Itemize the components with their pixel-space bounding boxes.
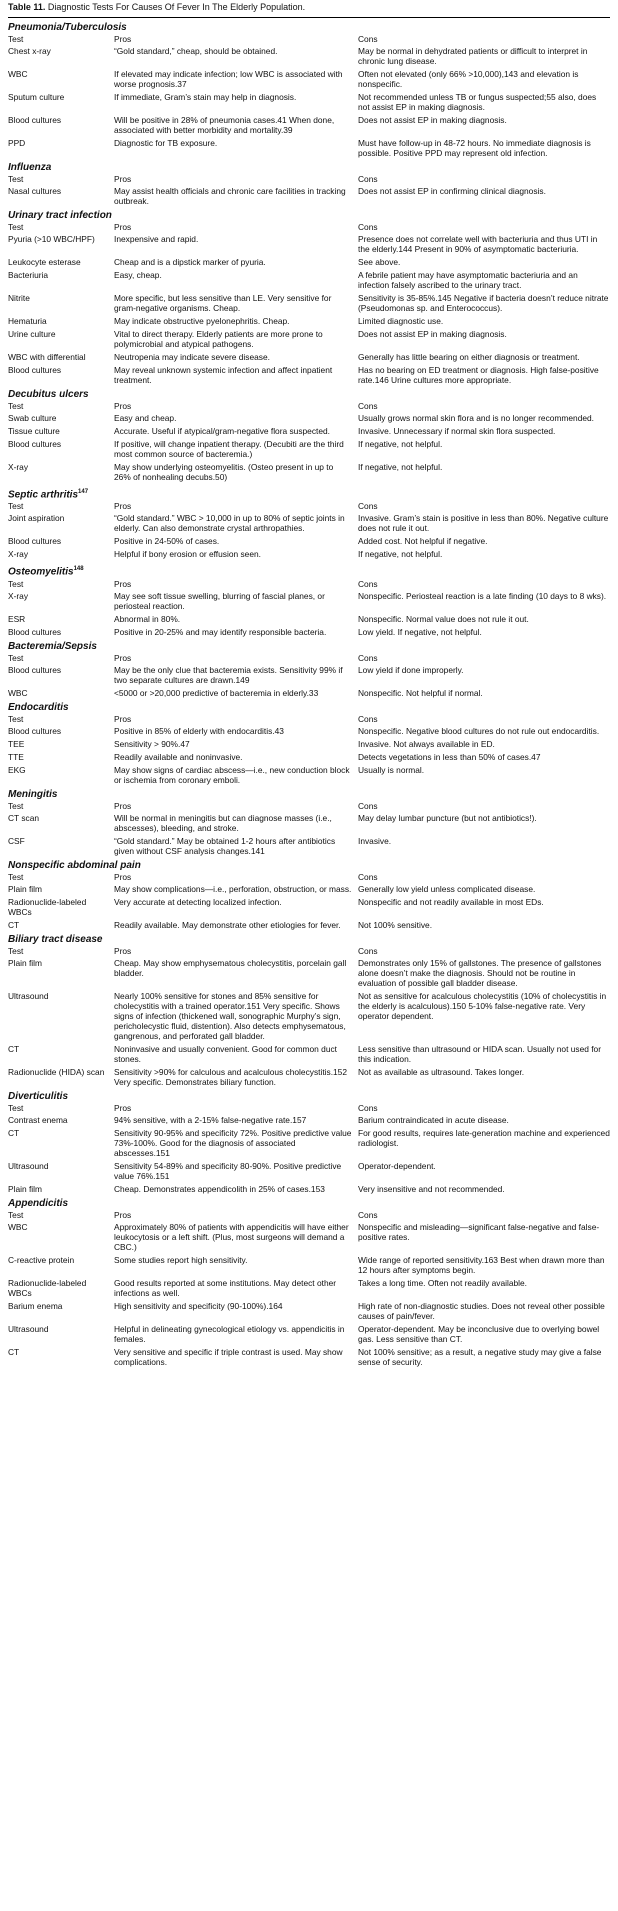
pros-cell: Very accurate at detecting localized infection.: [114, 896, 282, 907]
test-cell: Urine culture: [8, 329, 56, 339]
column-header-cons: Cons: [358, 652, 378, 663]
test-cell: PPD: [8, 138, 26, 148]
test-cell: Chest x-ray: [8, 46, 51, 56]
test-cell: Swab culture: [8, 413, 57, 423]
test-cell: Blood cultures: [8, 725, 62, 736]
column-header-pros: Pros: [114, 945, 132, 956]
column-header-test: Test: [8, 578, 24, 589]
column-header-row: [8, 1210, 610, 1220]
column-header-row: [8, 714, 610, 724]
test-cell: Ultrasound: [8, 1160, 49, 1171]
table-row: [8, 352, 610, 362]
test-cell: Nasal cultures: [8, 186, 62, 196]
column-header-test: Test: [8, 871, 24, 882]
table-row: [8, 1222, 610, 1252]
column-header-pros: Pros: [114, 1102, 132, 1113]
table-row: [8, 69, 610, 89]
column-header-test: Test: [8, 1209, 24, 1220]
table-row: [8, 1301, 610, 1321]
cons-cell: Generally has little bearing on either diagnosis or treatment.: [358, 352, 580, 362]
pros-cell: Positive in 85% of elderly with endocarditis.43: [114, 725, 284, 736]
table-row: [8, 1184, 610, 1194]
table-row: [8, 813, 610, 833]
test-cell: CT: [8, 1127, 20, 1138]
cons-cell: Presence does not correlate well with bacteriuria and thus UTI in the elderly.144 Present in 90% of asymptomatic bacteriuria.: [358, 234, 598, 254]
pros-cell: Helpful if bony erosion or effusion seen.: [114, 549, 261, 560]
table-row: [8, 614, 610, 624]
section-title-text: Meningitis: [8, 788, 58, 800]
cons-cell: Added cost. Not helpful if negative.: [358, 536, 488, 547]
cons-cell: Does not assist EP in making diagnosis.: [358, 115, 507, 125]
column-header-pros: Pros: [114, 1209, 132, 1220]
table-row: [8, 138, 610, 158]
table-row: [8, 1067, 610, 1087]
pros-cell: Cheap. Demonstrates appendicolith in 25% of cases.153: [114, 1183, 325, 1194]
section-title-text: Bacteremia/Sepsis: [8, 640, 97, 652]
table-row: [8, 688, 610, 698]
pros-cell: “Gold standard.” WBC > 10,000 in up to 80% of septic joints in elderly. Can also demonstrate crystal arthropathies.: [114, 513, 345, 534]
section: [8, 22, 610, 158]
column-header-test: Test: [8, 1102, 24, 1113]
pros-cell: More specific, but less sensitive than LE. Very sensitive for gram-negative organisms. Cheap.: [114, 293, 332, 313]
pros-cell: Positive in 20-25% and may identify responsible bacteria.: [114, 626, 327, 637]
column-header-row: [8, 579, 610, 589]
column-header-cons: Cons: [358, 401, 378, 411]
test-cell: Joint aspiration: [8, 513, 65, 524]
table-row: [8, 426, 610, 436]
test-cell: Plain film: [8, 957, 42, 968]
cons-cell: Nonspecific. Periosteal reaction is a late finding (10 days to 8 wks).: [358, 590, 607, 601]
column-header-row: [8, 34, 610, 44]
section: [8, 789, 610, 856]
section-title: [8, 641, 610, 653]
section-title-text: Decubitus ulcers: [8, 389, 89, 400]
pros-cell: Positive in 24-50% of cases.: [114, 536, 220, 547]
section-title-text: Urinary tract infection: [8, 210, 112, 221]
table-row: [8, 186, 610, 206]
pros-cell: May show complications—i.e., perforation, obstruction, or mass.: [114, 883, 352, 894]
column-header-cons: Cons: [358, 945, 378, 956]
table-row: [8, 1044, 610, 1064]
pros-cell: “Gold standard,” cheap, should be obtained.: [114, 46, 278, 56]
column-header-row: [8, 801, 610, 811]
cons-cell: Nonspecific and not readily available in most EDs.: [358, 896, 544, 907]
test-cell: Blood cultures: [8, 365, 62, 375]
pros-cell: Helpful in delineating gynecological etiology vs. appendicitis in females.: [114, 1323, 345, 1344]
cons-cell: Does not assist EP in confirming clinical diagnosis.: [358, 186, 546, 196]
table-caption: [8, 2, 610, 13]
table-row: [8, 439, 610, 459]
cons-cell: If negative, not helpful.: [358, 549, 443, 560]
section: [8, 1198, 610, 1367]
column-header-test: Test: [8, 652, 24, 663]
column-header-cons: Cons: [358, 174, 378, 184]
column-header-row: [8, 872, 610, 882]
cons-cell: Barium contraindicated in acute disease.: [358, 1114, 509, 1125]
pros-cell: If elevated may indicate infection; low WBC is associated with worse prognosis.37: [114, 69, 343, 89]
section-title-text: Appendicitis: [8, 1197, 69, 1209]
cons-cell: Invasive. Not always available in ED.: [358, 738, 495, 749]
section: [8, 162, 610, 206]
pros-cell: Easy and cheap.: [114, 413, 177, 423]
pros-cell: Approximately 80% of patients with appendicitis will have either leukocytosis or a left shift. (Plus, most surgeons will demand a CBC.): [114, 1221, 349, 1252]
cons-cell: Usually is normal.: [358, 764, 425, 775]
cons-cell: Operator-dependent.: [358, 1160, 436, 1171]
test-cell: X-ray: [8, 549, 29, 560]
test-cell: EKG: [8, 764, 26, 775]
table-row: [8, 234, 610, 254]
test-cell: Hematuria: [8, 316, 47, 326]
column-header-pros: Pros: [114, 652, 132, 663]
section-title: [8, 934, 610, 946]
pros-cell: Cheap. May show emphysematous cholecystitis, porcelain gall bladder.: [114, 957, 347, 978]
table-row: [8, 92, 610, 112]
column-header-pros: Pros: [114, 174, 132, 184]
pros-cell: Readily available and noninvasive.: [114, 751, 243, 762]
section-title-text: Biliary tract disease: [8, 933, 103, 945]
table-row: [8, 316, 610, 326]
cons-cell: Often not elevated (only 66% >10,000),143 and elevation is nonspecific.: [358, 69, 579, 89]
cons-cell: Demonstrates only 15% of gallstones. The presence of gallstones alone doesn’t make the diagnosis. Should not be routine in evaluation of possible gall bladder disease.: [358, 957, 602, 988]
cons-cell: If negative, not helpful.: [358, 462, 443, 472]
section-title-text: Diverticulitis: [8, 1090, 69, 1102]
column-header-pros: Pros: [114, 501, 132, 512]
pros-cell: Vital to direct therapy. Elderly patients are more prone to polymicrobial and atypical pathogens.: [114, 329, 323, 349]
section-title: [8, 1198, 610, 1210]
pros-cell: 94% sensitive, with a 2-15% false-negative rate.157: [114, 1114, 307, 1125]
section-title: [8, 1091, 610, 1103]
test-cell: Barium enema: [8, 1300, 63, 1311]
table-row: [8, 549, 610, 559]
pros-cell: Will be normal in meningitis but can diagnose masses (i.e., abscesses), bleeding, and stroke.: [114, 812, 332, 833]
section-title-text: Influenza: [8, 162, 52, 173]
table-row: [8, 46, 610, 66]
column-header-row: [8, 174, 610, 184]
pros-cell: Very sensitive and specific if triple contrast is used. May show complications.: [114, 1346, 343, 1367]
test-cell: Blood cultures: [8, 439, 62, 449]
table-row: [8, 765, 610, 785]
column-header-pros: Pros: [114, 871, 132, 882]
pros-cell: If immediate, Gram’s stain may help in diagnosis.: [114, 92, 297, 102]
test-cell: WBC with differential: [8, 352, 86, 362]
table-row: [8, 257, 610, 267]
cons-cell: Generally low yield unless complicated disease.: [358, 883, 536, 894]
column-header-pros: Pros: [114, 578, 132, 589]
section-title-text: Osteomyelitis: [8, 566, 74, 578]
pros-cell: Will be positive in 28% of pneumonia cases.41 When done, associated with better morbidity and mortality.39: [114, 115, 335, 135]
table-row: [8, 920, 610, 930]
table-title: Diagnostic Tests For Causes Of Fever In The Elderly Population.: [47, 2, 306, 12]
table-row: [8, 1324, 610, 1344]
pros-cell: <5000 or >20,000 predictive of bacteremia in elderly.33: [114, 687, 319, 698]
cons-cell: High rate of non-diagnostic studies. Does not reveal other possible causes of pain/fever.: [358, 1300, 605, 1321]
test-cell: Leukocyte esterase: [8, 257, 81, 267]
section-title-text: Septic arthritis: [8, 489, 79, 501]
test-cell: WBC: [8, 69, 28, 79]
cons-cell: Wide range of reported sensitivity.163 Best when drawn more than 12 hours after symptoms begin.: [358, 1254, 605, 1275]
test-cell: Plain film: [8, 883, 42, 894]
test-cell: TTE: [8, 751, 24, 762]
section: [8, 860, 610, 930]
pros-cell: May be the only clue that bacteremia exists. Sensitivity 99% if two separate cultures are drawn.149: [114, 664, 343, 685]
test-cell: X-ray: [8, 462, 29, 472]
pros-cell: Cheap and is a dipstick marker of pyuria.: [114, 257, 266, 267]
section: [8, 1091, 610, 1194]
column-header-cons: Cons: [358, 222, 378, 232]
cons-cell: Invasive.: [358, 835, 392, 846]
cons-cell: Detects vegetations in less than 50% of cases.47: [358, 751, 541, 762]
test-cell: ESR: [8, 613, 26, 624]
cons-cell: May delay lumbar puncture (but not antibiotics!).: [358, 812, 537, 823]
section: [8, 486, 610, 559]
cons-cell: Not 100% sensitive; as a result, a negative study may give a false sense of security.: [358, 1346, 602, 1367]
section-title: [8, 563, 610, 578]
table-row: [8, 884, 610, 894]
column-header-test: Test: [8, 174, 24, 184]
cons-cell: Usually grows normal skin flora and is no longer recommended.: [358, 413, 595, 423]
test-cell: WBC: [8, 1221, 28, 1232]
pros-cell: Abnormal in 80%.: [114, 613, 181, 624]
table-row: [8, 513, 610, 533]
table-row: [8, 270, 610, 290]
test-cell: WBC: [8, 687, 28, 698]
pros-cell: Some studies report high sensitivity.: [114, 1254, 248, 1265]
table-row: [8, 1255, 610, 1275]
table-row: [8, 726, 610, 736]
title-rule: [8, 17, 610, 18]
cons-cell: Sensitivity is 35-85%.145 Negative if bacteria doesn’t reduce nitrate (Pseudomonas sp. and Enterococcus).: [358, 293, 609, 313]
test-cell: CT: [8, 919, 20, 930]
section-title: [8, 22, 610, 34]
cons-cell: Must have follow-up in 48-72 hours. No immediate diagnosis is possible. Positive PPD may represent old infection.: [358, 138, 591, 158]
pros-cell: May show underlying osteomyelitis. (Osteo present in up to 26% of nonhealing decubs.50): [114, 462, 334, 482]
column-header-pros: Pros: [114, 800, 132, 811]
table-row: [8, 958, 610, 988]
pros-cell: Sensitivity 54-89% and specificity 80-90%. Positive predictive value 76%.151: [114, 1160, 342, 1181]
section-reference: 147: [78, 489, 89, 495]
test-cell: TEE: [8, 738, 25, 749]
table-row: [8, 1278, 610, 1298]
table-row: [8, 536, 610, 546]
section-reference: 148: [73, 566, 84, 573]
column-header-pros: Pros: [114, 34, 132, 44]
test-cell: Blood cultures: [8, 536, 62, 547]
pros-cell: Sensitivity 90-95% and specificity 72%. Positive predictive value 73%-100%. Good for the diagnosis of associated abscesses.151: [114, 1127, 352, 1158]
pros-cell: Readily available. May demonstrate other etiologies for fever.: [114, 919, 341, 930]
column-header-cons: Cons: [358, 871, 378, 882]
table-row: [8, 739, 610, 749]
table-row: [8, 293, 610, 313]
pros-cell: May indicate obstructive pyelonephritis. Cheap.: [114, 316, 290, 326]
section: [8, 210, 610, 385]
cons-cell: May be normal in dehydrated patients or difficult to interpret in chronic lung disease.: [358, 46, 588, 66]
section-title-text: Endocarditis: [8, 701, 69, 713]
column-header-cons: Cons: [358, 800, 378, 811]
pros-cell: Noninvasive and usually convenient. Good for common duct stones.: [114, 1043, 337, 1064]
section-title: [8, 389, 610, 401]
cons-cell: Low yield. If negative, not helpful.: [358, 626, 482, 637]
pros-cell: May reveal unknown systemic infection and affect inpatient treatment.: [114, 365, 333, 385]
pros-cell: May assist health officials and chronic care facilities in tracking outbreak.: [114, 186, 346, 206]
table-row: [8, 413, 610, 423]
test-cell: CT: [8, 1043, 20, 1054]
section: [8, 563, 610, 636]
table-row: [8, 1128, 610, 1158]
test-cell: Blood cultures: [8, 115, 62, 125]
table-row: [8, 1115, 610, 1125]
table-row: [8, 591, 610, 611]
cons-cell: Not as available as ultrasound. Takes longer.: [358, 1066, 525, 1077]
column-header-row: [8, 401, 610, 411]
pros-cell: Neutropenia may indicate severe disease.: [114, 352, 270, 362]
cons-cell: If negative, not helpful.: [358, 439, 443, 449]
column-header-test: Test: [8, 501, 24, 512]
cons-cell: See above.: [358, 257, 401, 267]
column-header-cons: Cons: [358, 1209, 378, 1220]
pros-cell: Sensitivity > 90%.47: [114, 738, 190, 749]
cons-cell: Invasive. Unnecessary if normal skin flora suspected.: [358, 426, 556, 436]
column-header-test: Test: [8, 800, 24, 811]
pros-cell: Sensitivity >90% for calculous and acalculous cholecystitis.152 Very specific. Demonstrates biliary function.: [114, 1066, 347, 1087]
section-title: [8, 162, 610, 174]
test-cell: Radionuclide-labeled WBCs: [8, 896, 87, 917]
table-row: [8, 462, 610, 482]
column-header-test: Test: [8, 34, 24, 44]
test-cell: C-reactive protein: [8, 1254, 75, 1265]
table-row: [8, 1347, 610, 1367]
column-header-row: [8, 653, 610, 663]
column-header-pros: Pros: [114, 401, 132, 411]
test-cell: X-ray: [8, 590, 29, 601]
column-header-test: Test: [8, 945, 24, 956]
table-row: [8, 115, 610, 135]
cons-cell: Not recommended unless TB or fungus suspected;55 also, does not assist EP in making diagnosis.: [358, 92, 597, 112]
test-cell: CT: [8, 1346, 20, 1357]
section-title: [8, 789, 610, 801]
column-header-cons: Cons: [358, 578, 378, 589]
pros-cell: Diagnostic for TB exposure.: [114, 138, 218, 148]
cons-cell: Very insensitive and not recommended.: [358, 1183, 505, 1194]
cons-cell: Not 100% sensitive.: [358, 919, 433, 930]
column-header-cons: Cons: [358, 34, 378, 44]
test-cell: Bacteriuria: [8, 270, 49, 280]
pros-cell: If positive, will change inpatient therapy. (Decubiti are the third most common source of bacteremia.): [114, 439, 344, 459]
test-cell: CT scan: [8, 812, 40, 823]
column-header-cons: Cons: [358, 713, 378, 724]
column-header-pros: Pros: [114, 222, 132, 232]
section: [8, 702, 610, 785]
cons-cell: Does not assist EP in making diagnosis.: [358, 329, 507, 339]
pros-cell: May see soft tissue swelling, blurring of fascial planes, or periosteal reaction.: [114, 590, 325, 611]
cons-cell: Low yield if done improperly.: [358, 664, 464, 675]
column-header-pros: Pros: [114, 713, 132, 724]
table-row: [8, 627, 610, 637]
test-cell: Blood cultures: [8, 664, 62, 675]
table-body: [8, 22, 610, 1367]
cons-cell: Nonspecific and misleading—significant false-negative and false-positive rates.: [358, 1221, 600, 1242]
table-row: [8, 991, 610, 1041]
test-cell: Plain film: [8, 1183, 42, 1194]
pros-cell: “Gold standard.” May be obtained 1-2 hours after antibiotics given without CSF analysis changes.141: [114, 835, 336, 856]
cons-cell: Takes a long time. Often not readily available.: [358, 1277, 527, 1288]
test-cell: Sputum culture: [8, 92, 65, 102]
pros-cell: Nearly 100% sensitive for stones and 85% sensitive for cholecystitis with a trained operator.151 Very specific. Shows signs of infection (thickened wall, sonographic Murphy’s sign, pericholecystic fluid, distention). Also detects emphysematous, gangrenous, and perforated gall bladder.: [114, 990, 346, 1041]
test-cell: Pyuria (>10 WBC/HPF): [8, 234, 95, 244]
section-title-text: Nonspecific abdominal pain: [8, 859, 141, 871]
test-cell: Contrast enema: [8, 1114, 68, 1125]
cons-cell: For good results, requires late-generation machine and experienced radiologist.: [358, 1127, 610, 1148]
section-title: [8, 702, 610, 714]
table-row: [8, 329, 610, 349]
cons-cell: Invasive. Gram’s stain is positive in less than 80%. Negative culture does not rule it out.: [358, 513, 609, 534]
column-header-cons: Cons: [358, 1102, 378, 1113]
cons-cell: A febrile patient may have asymptomatic bacteriuria and an infection falsely ascribed to the urinary tract.: [358, 270, 578, 290]
table-row: [8, 365, 610, 385]
section: [8, 641, 610, 698]
test-cell: Ultrasound: [8, 1323, 49, 1334]
cons-cell: Nonspecific. Negative blood cultures do not rule out endocarditis.: [358, 725, 600, 736]
section: [8, 389, 610, 482]
test-cell: Blood cultures: [8, 626, 62, 637]
pros-cell: Easy, cheap.: [114, 270, 162, 280]
test-cell: Radionuclide (HIDA) scan: [8, 1066, 105, 1077]
column-header-row: [8, 222, 610, 232]
test-cell: Ultrasound: [8, 990, 49, 1001]
test-cell: Radionuclide-labeled WBCs: [8, 1277, 87, 1298]
cons-cell: Less sensitive than ultrasound or HIDA scan. Usually not used for this indication.: [358, 1043, 602, 1064]
table-row: [8, 752, 610, 762]
cons-cell: Nonspecific. Normal value does not rule it out.: [358, 613, 529, 624]
section-title-text: Pneumonia/Tuberculosis: [8, 22, 127, 33]
column-header-test: Test: [8, 713, 24, 724]
cons-cell: Nonspecific. Not helpful if normal.: [358, 687, 483, 698]
table-row: [8, 665, 610, 685]
section-title: [8, 860, 610, 872]
pros-cell: May show signs of cardiac abscess—i.e., new conduction block or ischemia from coronary emboli.: [114, 764, 350, 785]
section-title: [8, 486, 610, 501]
column-header-cons: Cons: [358, 501, 378, 512]
column-header-row: [8, 1103, 610, 1113]
cons-cell: Has no bearing on ED treatment or diagnosis. High false-positive rate.146 Urine cultures more appropriate.: [358, 365, 599, 385]
section: [8, 934, 610, 1087]
pros-cell: Accurate. Useful if atypical/gram-negative flora suspected.: [114, 426, 330, 436]
pros-cell: Inexpensive and rapid.: [114, 234, 199, 244]
test-cell: Nitrite: [8, 293, 30, 303]
pros-cell: High sensitivity and specificity (90-100%).164: [114, 1300, 283, 1311]
table-row: [8, 897, 610, 917]
cons-cell: Limited diagnostic use.: [358, 316, 444, 326]
test-cell: Tissue culture: [8, 426, 60, 436]
column-header-test: Test: [8, 401, 24, 411]
pros-cell: Good results reported at some institutions. May detect other infections as well.: [114, 1277, 337, 1298]
column-header-test: Test: [8, 222, 24, 232]
table-label: Table 11.: [8, 2, 46, 12]
table-row: [8, 836, 610, 856]
test-cell: CSF: [8, 835, 25, 846]
column-header-row: [8, 946, 610, 956]
table-row: [8, 1161, 610, 1181]
cons-cell: Operator-dependent. May be inconclusive due to overlying bowel gas. Less sensitive than CT.: [358, 1323, 600, 1344]
cons-cell: Not as sensitive for acalculous cholecystitis (10% of cholecystitis in the elderly is acalculous).150 5-10% false-negative rate. Very operator dependent.: [358, 990, 607, 1021]
column-header-row: [8, 501, 610, 511]
section-title: [8, 210, 610, 222]
